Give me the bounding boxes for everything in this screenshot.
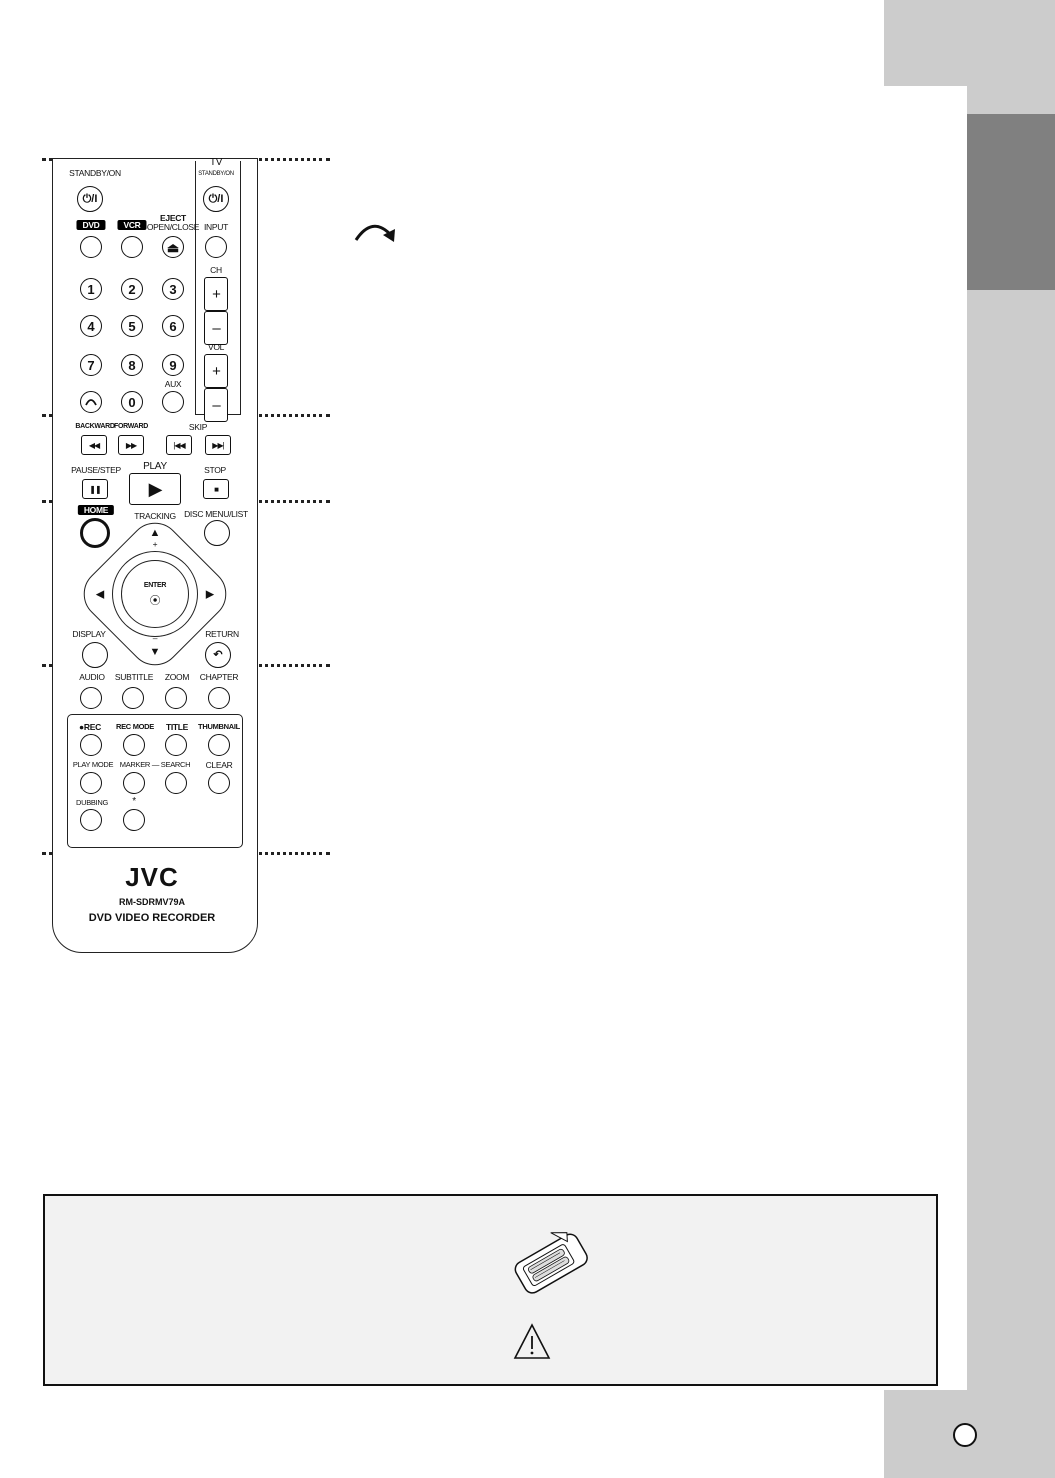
input-label: INPUT [203, 222, 229, 232]
return-label: RETURN [205, 629, 239, 639]
digit-0-button[interactable]: 0 [121, 391, 143, 413]
star-label: * [132, 796, 136, 807]
thumbnail-label: THUMBNAIL [198, 722, 240, 731]
digit-2-button[interactable]: 2 [121, 278, 143, 300]
channel-return-icon [85, 398, 97, 406]
play-label: PLAY [143, 461, 167, 472]
title-label: TITLE [165, 722, 189, 732]
curved-arrow-icon [352, 218, 400, 248]
return-button[interactable]: ↶ [205, 642, 231, 668]
pause-step-label: PAUSE/STEP [71, 465, 121, 475]
vol-down-button[interactable]: – [204, 388, 228, 422]
dubbing-button[interactable] [80, 809, 102, 831]
standby-on-label: STANDBY/ON [69, 168, 121, 178]
dvd-label: DVD [76, 220, 105, 230]
marker-button[interactable] [123, 772, 145, 794]
product-name: DVD VIDEO RECORDER [88, 912, 216, 924]
model-number: RM-SDRMV79A [118, 897, 186, 907]
standby-on-button[interactable]: ⏻/I [77, 186, 103, 212]
vol-label: VOL [207, 342, 225, 352]
tv-label: TV [209, 157, 223, 168]
page-number-badge [953, 1423, 977, 1447]
rec-label: ●REC [79, 722, 101, 732]
disc-menu-list-button[interactable] [204, 520, 230, 546]
digit-5-button[interactable]: 5 [121, 315, 143, 337]
chapter-label: CHAPTER [199, 672, 239, 682]
clear-label: CLEAR [205, 760, 233, 770]
stop-button[interactable]: ■ [203, 479, 229, 499]
tv-standby-on-button[interactable]: ⏻/I [203, 186, 229, 212]
play-mode-button[interactable] [80, 772, 102, 794]
input-button[interactable] [205, 236, 227, 258]
audio-label: AUDIO [79, 672, 105, 682]
subtitle-label: SUBTITLE [114, 672, 154, 682]
remote-battery-icon [505, 1226, 591, 1298]
forward-button[interactable]: ▶▶ [118, 435, 144, 455]
brand-logo: JVC [125, 862, 179, 892]
home-button[interactable] [80, 518, 110, 548]
thumbnail-button[interactable] [208, 734, 230, 756]
warning-triangle-icon [512, 1322, 552, 1362]
tracking-minus-label: – [152, 633, 158, 643]
digit-3-button[interactable]: 3 [162, 278, 184, 300]
rec-button[interactable] [80, 734, 102, 756]
play-button[interactable]: ▶ [129, 473, 181, 505]
zoom-button[interactable] [165, 687, 187, 709]
skip-label: SKIP [188, 422, 208, 432]
pause-step-button[interactable]: ❚❚ [82, 479, 108, 499]
backward-label: BACKWARD [75, 423, 115, 430]
right-arrow-icon[interactable]: ▶ [205, 588, 215, 601]
digit-4-button[interactable]: 4 [80, 315, 102, 337]
dvd-button[interactable] [80, 236, 102, 258]
display-label: DISPLAY [72, 629, 106, 639]
stop-label: STOP [204, 465, 226, 475]
rec-mode-label: REC MODE [115, 722, 155, 731]
ch-down-button[interactable]: – [204, 311, 228, 345]
tracking-label: TRACKING [134, 511, 176, 521]
open-close-label: OPEN/CLOSE [146, 222, 200, 232]
digit-1-button[interactable]: 1 [80, 278, 102, 300]
left-arrow-icon[interactable]: ◀ [95, 588, 105, 601]
zoom-label: ZOOM [164, 672, 190, 682]
digit-7-button[interactable]: 7 [80, 354, 102, 376]
vol-up-button[interactable]: + [204, 354, 228, 388]
subtitle-button[interactable] [122, 687, 144, 709]
backward-button[interactable]: ◀◀ [81, 435, 107, 455]
skip-back-button[interactable]: |◀◀ [166, 435, 192, 455]
tracking-plus-label: + [152, 539, 158, 549]
channel-return-button[interactable] [80, 391, 102, 413]
vcr-button[interactable] [121, 236, 143, 258]
section-tab [967, 114, 1055, 290]
notice-box [43, 1194, 938, 1386]
ch-up-button[interactable]: + [204, 277, 228, 311]
forward-label: FORWARD [114, 423, 148, 430]
aux-button[interactable] [162, 391, 184, 413]
skip-forward-button[interactable]: ▶▶| [205, 435, 231, 455]
rec-mode-button[interactable] [123, 734, 145, 756]
digit-9-button[interactable]: 9 [162, 354, 184, 376]
display-button[interactable] [82, 642, 108, 668]
up-arrow-icon[interactable]: ▲ [149, 527, 161, 539]
enter-dot-icon: ⦿ [149, 595, 161, 607]
eject-label: EJECT [160, 213, 186, 223]
disc-menu-list-label: DISC MENU/LIST [184, 509, 248, 519]
aux-label: AUX [164, 379, 182, 389]
enter-label: ENTER [143, 582, 167, 589]
title-button[interactable] [165, 734, 187, 756]
eject-button[interactable]: ⏏ [162, 236, 184, 258]
home-label: HOME [78, 505, 114, 515]
digit-8-button[interactable]: 8 [121, 354, 143, 376]
down-arrow-icon[interactable]: ▼ [149, 646, 161, 658]
vcr-label: VCR [117, 220, 146, 230]
chapter-button[interactable] [208, 687, 230, 709]
search-button[interactable] [165, 772, 187, 794]
digit-6-button[interactable]: 6 [162, 315, 184, 337]
ch-label: CH [210, 265, 222, 275]
tv-standby-on-label: STANDBY/ON [198, 171, 234, 177]
star-button[interactable] [123, 809, 145, 831]
audio-button[interactable] [80, 687, 102, 709]
marker-search-label: MARKER — SEARCH [119, 760, 191, 769]
dubbing-label: DUBBING [75, 798, 109, 807]
play-mode-label: PLAY MODE [72, 760, 114, 769]
clear-button[interactable] [208, 772, 230, 794]
